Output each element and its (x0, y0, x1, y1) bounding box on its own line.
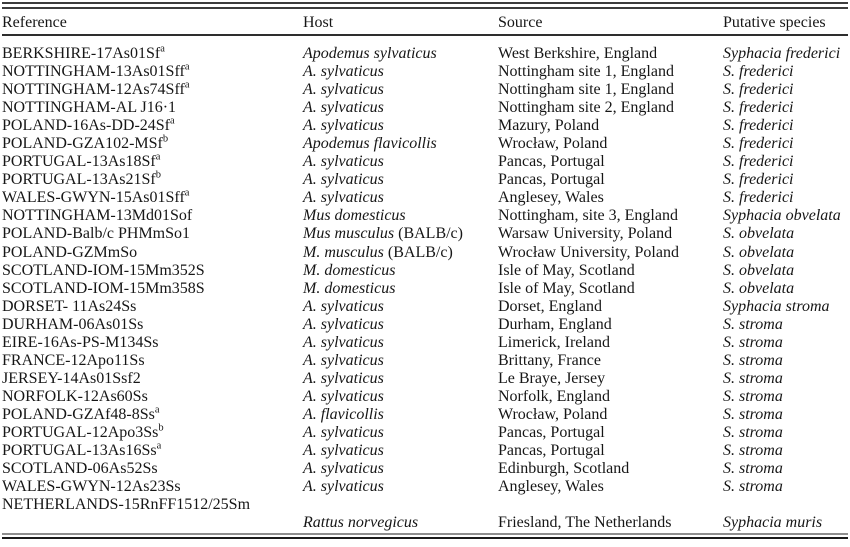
host-cell (303, 406, 498, 424)
host-species-name: Rattus norvegicus (303, 514, 419, 532)
host-species-name: A. sylvaticus (303, 99, 384, 117)
reference-cell (2, 225, 303, 243)
reference-cell (2, 388, 303, 406)
reference-text: JERSEY-14As01Ssf2 (2, 369, 141, 387)
source-cell: Wrocław, Poland (498, 135, 608, 153)
source-cell: Friesland, The Netherlands (498, 514, 672, 532)
putative-species-cell: S. obvelata (723, 261, 795, 279)
column-header-reference: Reference (2, 14, 67, 31)
host-cell (303, 99, 498, 117)
table-row (2, 496, 848, 514)
source-cell: Isle of May, Scotland (498, 279, 635, 297)
host-species-name: Apodemus sylvaticus (303, 45, 437, 62)
host-species-name: M. musculus (303, 243, 384, 261)
putative-species-cell: Syphacia muris (723, 514, 823, 532)
reference-cell (2, 442, 303, 460)
host-strain-note: (BALB/c) (394, 225, 463, 243)
reference-text: NORFOLK-12As60Ss (2, 387, 148, 405)
reference-cell (2, 135, 303, 153)
table-row (2, 45, 848, 63)
source-cell: Nottingham site 2, England (498, 99, 674, 117)
reference-text: NOTTINGHAM-12As74Sff (2, 81, 185, 99)
putative-species-cell: S. stroma (723, 333, 783, 351)
host-cell (303, 352, 498, 370)
reference-text: SCOTLAND-IOM-15Mm358S (2, 279, 205, 297)
reference-cell (2, 189, 303, 207)
table-row (2, 316, 848, 334)
reference-text: PORTUGAL-13As21Sf (2, 171, 156, 189)
source-cell: Norfolk, England (498, 387, 610, 405)
host-species-name: M. domesticus (303, 261, 396, 279)
reference-text: PORTUGAL-12Apo3Ss (2, 423, 159, 441)
putative-species-cell: S. stroma (723, 315, 783, 333)
host-cell (303, 262, 498, 280)
host-species-name: A. sylvaticus (303, 315, 384, 333)
table-row (2, 280, 848, 298)
host-species-name: A. sylvaticus (303, 460, 384, 478)
host-species-name: A. sylvaticus (303, 171, 384, 189)
source-cell: Anglesey, Wales (498, 478, 604, 496)
source-cell: Pancas, Portugal (498, 171, 605, 189)
table-row (2, 352, 848, 370)
host-cell (303, 334, 498, 352)
source-cell (498, 496, 723, 514)
host-species-name: M. domesticus (303, 279, 396, 297)
host-cell (303, 225, 498, 243)
table-bottom-double-rule (2, 533, 848, 539)
table-row (2, 442, 848, 460)
host-species-name: A. sylvaticus (303, 351, 384, 369)
footnote-marker: a (170, 115, 175, 127)
table-row (2, 514, 848, 532)
footnote-marker: a (184, 188, 190, 200)
putative-species-cell: S. obvelata (723, 225, 795, 243)
host-cell (303, 280, 498, 298)
reference-text: FRANCE-12Apo11Ss (2, 351, 145, 369)
reference-text: BERKSHIRE-17As01Sf (2, 45, 161, 62)
source-cell: West Berkshire, England (498, 45, 658, 62)
table-row (2, 244, 848, 262)
source-cell: Isle of May, Scotland (498, 261, 635, 279)
table-row (2, 117, 848, 135)
putative-species-cell: S. stroma (723, 405, 783, 423)
footnote-marker: a (160, 43, 165, 55)
reference-text: NOTTINGHAM-13As01Sff (2, 63, 185, 81)
host-species-name: Apodemus flavicollis (303, 135, 437, 153)
host-cell (303, 117, 498, 135)
reference-cell (2, 280, 303, 298)
table-row (2, 298, 848, 316)
host-species-name: A. sylvaticus (303, 81, 384, 99)
putative-species-cell: Syphacia stroma (723, 297, 830, 315)
host-species-name: Mus domesticus (303, 207, 406, 225)
reference-cell (2, 171, 303, 189)
reference-cell (2, 207, 303, 225)
reference-cell (2, 478, 303, 496)
table-row (2, 81, 848, 99)
host-species-name: A. sylvaticus (303, 369, 384, 387)
putative-species-cell: S. frederici (723, 153, 794, 171)
putative-species-cell: S. obvelata (723, 243, 795, 261)
source-cell: Nottingham site 1, England (498, 63, 674, 81)
footnote-marker: a (184, 61, 190, 73)
table-row (2, 225, 848, 243)
host-species-name: A. sylvaticus (303, 333, 384, 351)
footnote-marker: a (184, 79, 190, 91)
table-row (2, 334, 848, 352)
reference-text: PORTUGAL-13As16Ss (2, 442, 157, 460)
putative-species-cell: S. obvelata (723, 279, 795, 297)
reference-text: POLAND-GZAf48-8Ss (2, 405, 155, 423)
host-cell (303, 442, 498, 460)
source-cell: Le Braye, Jersey (498, 369, 606, 387)
putative-species-cell: Syphacia obvelata (723, 207, 841, 225)
table-row (2, 135, 848, 153)
source-cell: Dorset, England (498, 297, 602, 315)
footnote-marker: b (158, 422, 164, 434)
putative-species-cell: S. frederici (723, 171, 794, 189)
paper-table (0, 2, 848, 539)
table-row (2, 424, 848, 442)
reference-cell (2, 406, 303, 424)
source-cell: Warsaw University, Poland (498, 225, 673, 243)
host-cell (303, 63, 498, 81)
host-cell (303, 496, 498, 514)
source-cell: Anglesey, Wales (498, 189, 604, 207)
source-cell: Pancas, Portugal (498, 423, 605, 441)
host-cell (303, 370, 498, 388)
host-species-name: A. sylvaticus (303, 189, 384, 207)
table-row (2, 370, 848, 388)
footnote-marker: a (154, 404, 160, 416)
host-species-name: A. sylvaticus (303, 478, 384, 496)
footnote-marker: b (155, 170, 161, 181)
table-row (2, 171, 848, 189)
footnote-marker: a (156, 440, 162, 452)
table-row (2, 460, 848, 478)
reference-cell (2, 496, 303, 514)
putative-species-cell: Syphacia frederici (723, 45, 841, 62)
reference-cell (2, 424, 303, 442)
host-species-name: A. sylvaticus (303, 297, 384, 315)
reference-text: SCOTLAND-IOM-15Mm352S (2, 261, 205, 279)
reference-cell (2, 45, 303, 63)
putative-species-cell: S. frederici (723, 117, 794, 135)
host-species-name: A. sylvaticus (303, 63, 384, 81)
host-cell (303, 81, 498, 99)
source-cell: Nottingham site 1, England (498, 81, 674, 99)
host-cell (303, 135, 498, 153)
host-cell (303, 153, 498, 171)
putative-species-cell: S. frederici (723, 135, 794, 153)
column-header-host: Host (303, 14, 334, 31)
host-species-name: A. sylvaticus (303, 117, 384, 135)
source-cell: Limerick, Ireland (498, 333, 610, 351)
table-row (2, 189, 848, 207)
table-row (2, 99, 848, 117)
reference-text: NETHERLANDS-15RnFF1512/25Sm (2, 496, 251, 514)
source-cell: Wrocław University, Poland (498, 243, 679, 261)
host-cell (303, 45, 498, 63)
host-cell (303, 171, 498, 189)
source-cell: Brittany, France (498, 351, 601, 369)
reference-text: SCOTLAND-06As52Ss (2, 460, 158, 478)
reference-cell (2, 99, 303, 117)
host-cell (303, 514, 498, 532)
reference-text: POLAND-GZMmSo (2, 243, 138, 261)
source-cell: Nottingham, site 3, England (498, 207, 678, 225)
putative-species-cell: S. stroma (723, 442, 783, 460)
host-cell (303, 207, 498, 225)
reference-cell (2, 63, 303, 81)
reference-text: WALES-GWYN-12As23Ss (2, 478, 181, 496)
reference-text: NOTTINGHAM-AL J16·1 (2, 99, 177, 117)
reference-cell (2, 153, 303, 171)
source-cell: Mazury, Poland (498, 117, 600, 135)
host-species-name: A. sylvaticus (303, 442, 384, 460)
source-cell: Pancas, Portugal (498, 153, 605, 171)
reference-text: POLAND-16As-DD-24Sf (2, 117, 170, 135)
host-cell (303, 189, 498, 207)
reference-text: EIRE-16As-PS-M134Ss (2, 333, 159, 351)
host-species-name: A. sylvaticus (303, 423, 384, 441)
reference-cell (2, 316, 303, 334)
reference-cell (2, 352, 303, 370)
reference-cell (2, 460, 303, 478)
host-cell (303, 460, 498, 478)
host-cell (303, 388, 498, 406)
host-cell (303, 424, 498, 442)
reference-text: WALES-GWYN-15As01Sff (2, 189, 185, 207)
putative-species-cell (723, 496, 850, 514)
source-cell: Durham, England (498, 315, 612, 333)
reference-cell (2, 370, 303, 388)
footnote-marker: a (155, 151, 161, 163)
putative-species-cell: S. frederici (723, 99, 794, 117)
host-cell (303, 316, 498, 334)
host-species-name: Mus musculus (303, 225, 395, 243)
reference-cell (2, 334, 303, 352)
table-body (2, 45, 848, 532)
reference-text: NOTTINGHAM-13Md01Sof (2, 207, 193, 225)
host-species-name: A. sylvaticus (303, 387, 384, 405)
table-row (2, 262, 848, 280)
putative-species-cell: S. frederici (723, 81, 794, 99)
table-top-double-rule (2, 2, 848, 9)
reference-text: POLAND-Balb/c PHMmSo1 (2, 225, 191, 243)
reference-text: POLAND-GZA102-MSf (2, 135, 163, 153)
reference-text: DORSET- 11As24Ss (2, 297, 137, 315)
host-cell (303, 478, 498, 496)
host-strain-note: (BALB/c) (383, 243, 453, 261)
host-cell (303, 244, 498, 262)
table-row (2, 406, 848, 424)
table-row (2, 153, 848, 171)
host-cell (303, 298, 498, 316)
reference-cell (2, 244, 303, 262)
putative-species-cell: S. stroma (723, 423, 783, 441)
reference-cell (2, 117, 303, 135)
putative-species-cell: S. stroma (723, 351, 783, 369)
table-row (2, 478, 848, 496)
footnote-marker: b (162, 133, 169, 145)
putative-species-cell: S. stroma (723, 387, 783, 405)
reference-cell (2, 298, 303, 316)
host-species-name: A. sylvaticus (303, 153, 384, 171)
table-row (2, 207, 848, 225)
putative-species-cell: S. frederici (723, 63, 794, 81)
reference-cell (2, 514, 303, 532)
putative-species-cell: S. stroma (723, 460, 783, 478)
reference-cell (2, 81, 303, 99)
host-species-name: A. flavicollis (303, 405, 384, 423)
table-header-row (2, 12, 848, 34)
putative-species-cell: S. stroma (723, 478, 783, 496)
reference-text: PORTUGAL-13As18Sf (2, 153, 156, 171)
source-cell: Wrocław, Poland (498, 405, 608, 423)
reference-cell (2, 262, 303, 280)
source-cell: Pancas, Portugal (498, 442, 605, 460)
header-separator-rule (2, 34, 848, 36)
table-row (2, 388, 848, 406)
putative-species-cell: S. frederici (723, 189, 794, 207)
table-row (2, 63, 848, 81)
column-header-putative-species: Putative species (723, 14, 826, 31)
reference-text: DURHAM-06As01Ss (2, 315, 144, 333)
source-cell: Edinburgh, Scotland (498, 460, 630, 478)
column-header-source: Source (498, 14, 543, 31)
putative-species-cell: S. stroma (723, 369, 783, 387)
